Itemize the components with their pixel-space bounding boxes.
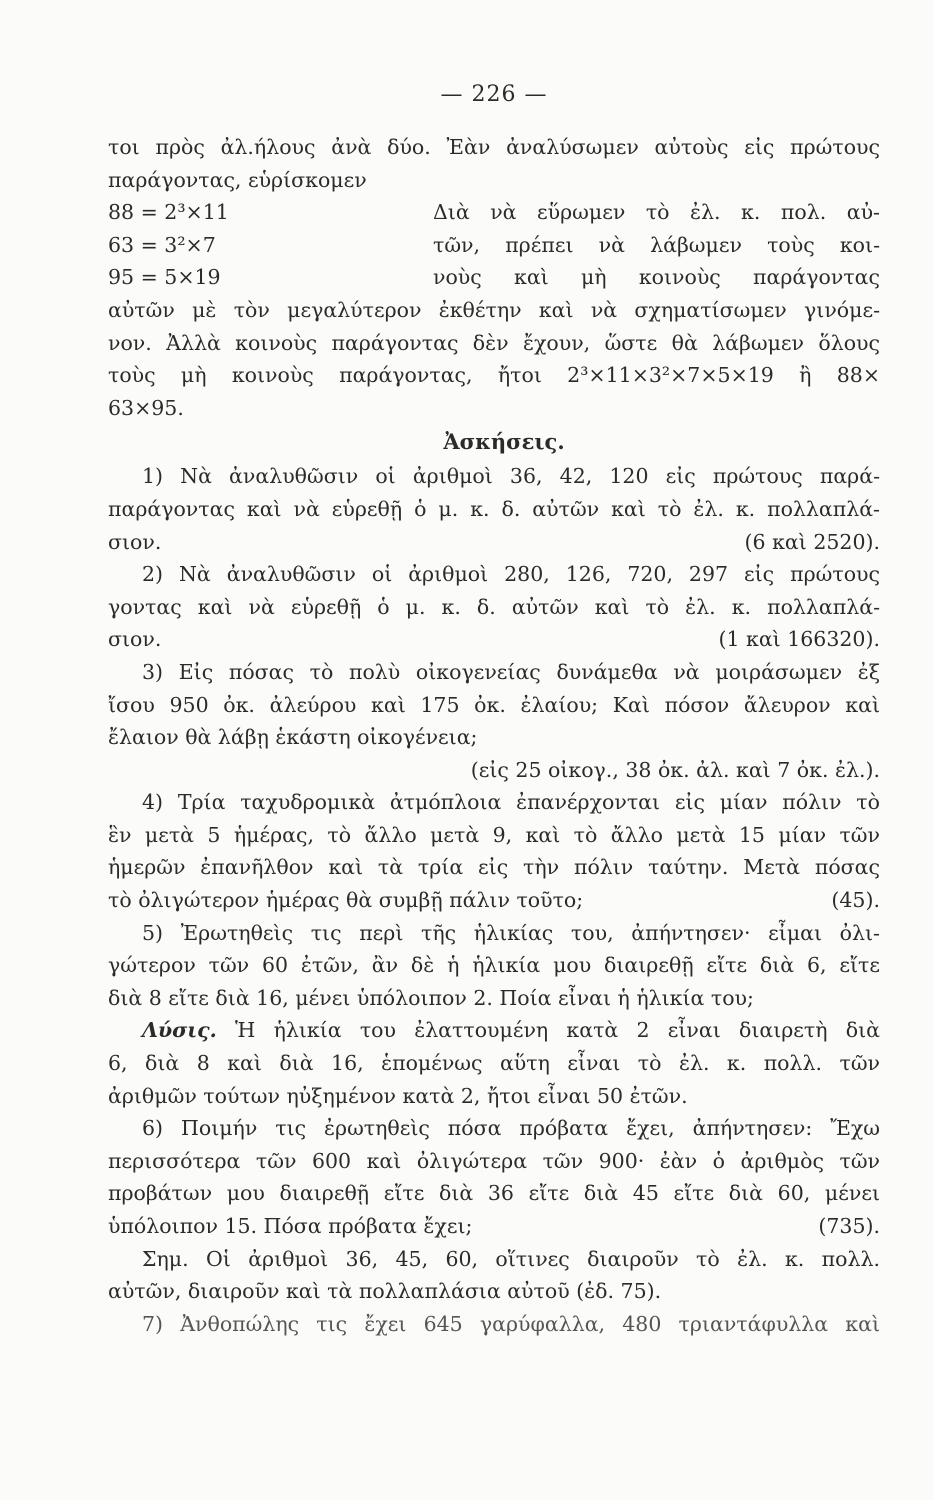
solution-line: 6, διὰ 8 καὶ διὰ 16, ἑπομένως αὕτη εἶναι τὸ ἐλ. κ. πολλ. τῶν — [108, 1051, 880, 1076]
exercise-line: διὰ 8 εἴτε διὰ 16, μένει ὑπόλοιπον 2. Ποία εἶναι ἡ ἡλικία του; — [108, 985, 754, 1010]
solution-text: Ἡ ἡλικία του ἐλαττουμένη κατὰ 2 εἶναι διαιρετὴ διὰ — [235, 1018, 880, 1043]
exercise-line: ἴσου 950 ὀκ. ἀλεύρου καὶ 175 ὀκ. ἐλαίου; Καὶ πόσον ἄλευρον καὶ — [108, 692, 880, 717]
side-text: τῶν, πρέπει νὰ λάβωμεν τοὺς κοι- — [433, 232, 880, 257]
solution-line: ἀριθμῶν τούτων ηὐξημένον κατὰ 2, ἤτοι εἶναι 50 ἐτῶν. — [108, 1083, 688, 1108]
factor-row — [108, 196, 880, 229]
exercise-line: 5) Ἐρωτηθεὶς τις περὶ τῆς ἡλικίας του, ἀπήντησεν· εἶμαι ὀλι- — [142, 920, 880, 945]
exercise-line: ἔλαιον θὰ λάβῃ ἑκάστη οἰκογένεια; — [108, 725, 478, 750]
exercise-line: γώτερον τῶν 60 ἐτῶν, ἂν δὲ ἡ ἡλικία μου διαιρεθῇ εἴτε διὰ 6, εἴτε — [108, 953, 880, 978]
exercise-answer-row — [108, 1210, 880, 1243]
factorization: 63 = 3²×7 — [108, 232, 216, 257]
solution-label: Λύσις. — [142, 1018, 217, 1043]
answer: (735). — [818, 1214, 880, 1238]
exercise-line: 3) Εἰς πόσας τὸ πολὺ οἰκογενείας δυνάμεθα νὰ μοιράσωμεν ἐξ — [142, 659, 880, 684]
answer: (1 καὶ 166320). — [718, 627, 880, 652]
text-end: τὸ ὀλιγώτερον ἡμέρας θὰ συμβῇ πάλιν τοῦτο; — [108, 888, 584, 913]
exercise-line: παράγοντας καὶ νὰ εὑρεθῇ ὁ μ. κ. δ. αὐτῶν καὶ τὸ ἐλ. κ. πολλαπλά- — [108, 496, 880, 521]
exercise-answer-row — [108, 623, 880, 656]
exercise-line: 7) Ἀνθοπώλης τις ἔχει 645 γαρύφαλλα, 480 τριαντάφυλλα καὶ — [142, 1311, 880, 1336]
note-line: Σημ. Οἱ ἀριθμοὶ 36, 45, 60, οἵτινες διαιροῦν τὸ ἐλ. κ. πολλ. — [142, 1246, 880, 1271]
solution-line — [108, 1014, 880, 1047]
factorization: 95 = 5×19 — [108, 265, 221, 290]
text-line: νον. Ἀλλὰ κοινοὺς παράγοντας δὲν ἔχουν, ὥστε θὰ λάβωμεν ὅλους — [108, 330, 880, 355]
answer: (45). — [831, 888, 880, 913]
side-text: Διὰ νὰ εὕρωμεν τὸ ἐλ. κ. πολ. αὐ- — [433, 200, 880, 225]
answer: (6 καὶ 2520). — [744, 529, 880, 554]
text-end: σιον. — [108, 627, 162, 652]
exercise-line: 4) Τρία ταχυδρομικὰ ἀτμόπλοια ἐπανέρχονται εἰς μίαν πόλιν τὸ — [142, 790, 880, 815]
exercise-line: προβάτων μου διαιρεθῇ εἴτε διὰ 36 εἴτε διὰ 45 εἴτε διὰ 60, μένει — [108, 1181, 880, 1206]
exercise-line: γοντας καὶ νὰ εὑρεθῇ ὁ μ. κ. δ. αὐτῶν καὶ τὸ ἐλ. κ. πολλαπλά- — [108, 594, 880, 619]
note-line: αὐτῶν, διαιροῦν καὶ τὰ πολλαπλάσια αὐτοῦ (ἐδ. 75). — [108, 1279, 662, 1304]
exercise-line: 2) Νὰ ἀναλυθῶσιν οἱ ἀριθμοὶ 280, 126, 720, 297 εἰς πρώτους — [142, 562, 880, 587]
text-end: σιον. — [108, 529, 162, 554]
text-line: τοι πρὸς ἀλ.ήλους ἀνὰ δύο. Ἐὰν ἀναλύσωμεν αὐτοὺς εἰς πρώτους — [108, 135, 880, 159]
text-end: ὑπόλοιπον 15. Πόσα πρόβατα ἔχει; — [108, 1214, 473, 1238]
page-number: — 226 — — [440, 82, 548, 107]
text-line: 63×95. — [108, 395, 184, 420]
side-text: νοὺς καὶ μὴ κοινοὺς παράγοντας — [433, 265, 880, 290]
text-line: παράγοντας, εὑρίσκομεν — [108, 167, 367, 192]
text-line: τοὺς μὴ κοινοὺς παράγοντας, ἤτοι 2³×11×3²×7×5×19 ἢ 88× — [108, 363, 880, 388]
exercise-line: ἡμερῶν ἐπανῆλθον καὶ τὰ τρία εἰς τὴν πόλιν ταύτην. Μετὰ πόσας — [108, 855, 880, 880]
answer: (εἰς 25 οἰκογ., 38 ὀκ. ἀλ. καὶ 7 ὀκ. ἐλ.). — [470, 757, 880, 782]
exercise-answer-row — [108, 884, 880, 917]
text-line: αὐτῶν μὲ τὸν μεγαλύτερον ἐκθέτην καὶ νὰ σχηματίσωμεν γινόμε- — [108, 297, 880, 322]
exercise-line: 6) Ποιμήν τις ἐρωτηθεὶς πόσα πρόβατα ἔχει, ἀπήντησεν: Ἔχω — [142, 1116, 880, 1141]
factor-row — [108, 261, 880, 294]
exercise-line: 1) Νὰ ἀναλυθῶσιν οἱ ἀριθμοὶ 36, 42, 120 εἰς πρώτους παρά- — [142, 464, 880, 489]
section-heading: Ἀσκήσεις. — [443, 429, 565, 455]
factorization: 88 = 2³×11 — [108, 200, 229, 225]
page — [108, 82, 880, 1340]
factor-row — [108, 229, 880, 262]
exercise-line: ἓν μετὰ 5 ἡμέρας, τὸ ἄλλο μετὰ 9, καὶ τὸ ἄλλο μετὰ 15 μίαν τῶν — [108, 822, 880, 847]
exercise-answer-row — [108, 526, 880, 559]
exercise-line: περισσότερα τῶν 600 καὶ ὀλιγώτερα τῶν 900· ἐὰν ὁ ἀριθμὸς τῶν — [108, 1148, 880, 1173]
